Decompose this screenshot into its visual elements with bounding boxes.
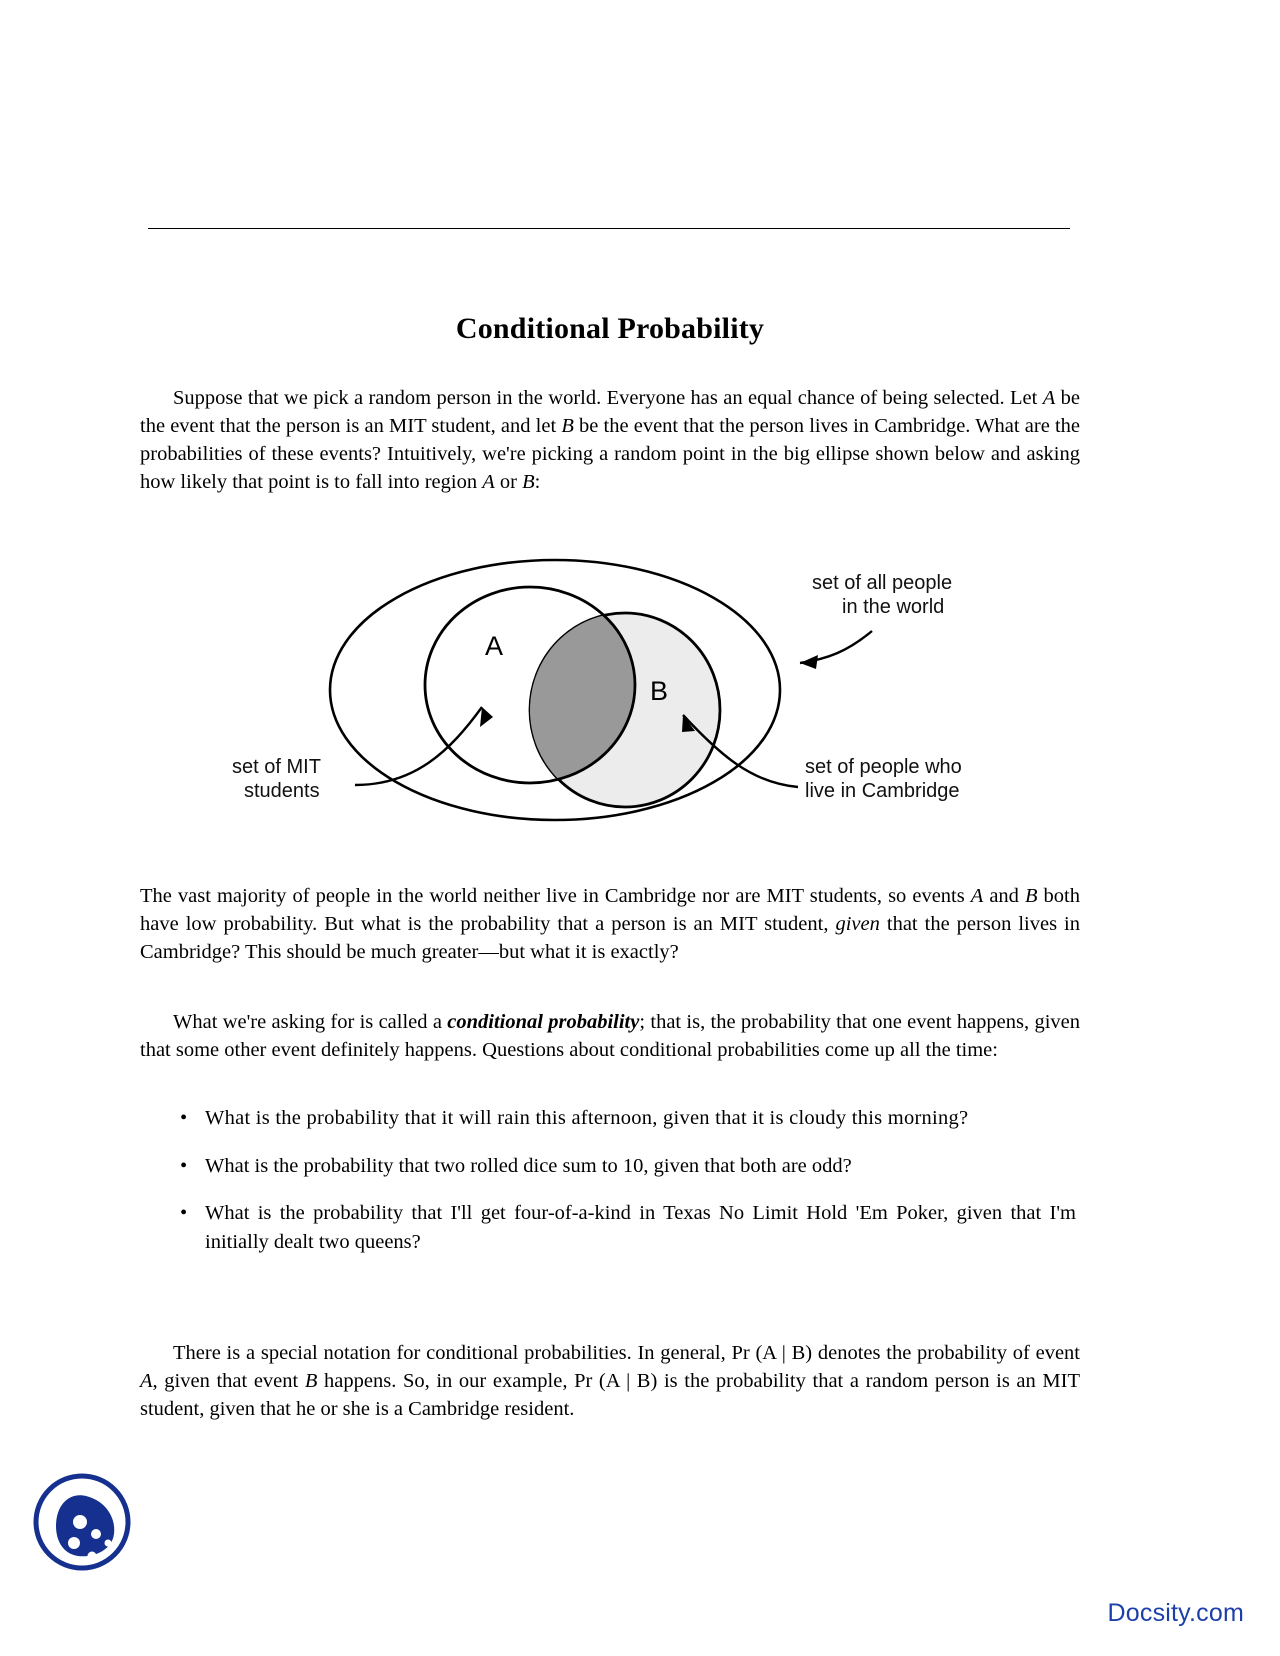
caption-all-people-line1: set of all people [812,572,953,594]
intro-var-b: B [561,414,574,437]
intro-text-5: : [534,471,541,494]
notation-formula-2: Pr (A | B) [574,1369,658,1392]
paragraph-intro [140,384,1080,497]
label-set-a: A [485,631,504,661]
vast-emphasis-given: given [835,912,880,935]
docsity-brand-label[interactable]: Docsity.com [1107,1599,1244,1627]
list-item [176,1152,1076,1181]
paragraph-notation [140,1339,1080,1424]
notation-text-2: denotes the probability of event [812,1341,1080,1364]
paragraph-vast-majority [140,882,1080,967]
vast-var-a: A [970,884,984,907]
caption-all-people-line2: in the world [842,596,945,618]
arrowhead-mit [480,707,493,727]
list-item [176,1104,1076,1133]
bullet-marker-icon: • [180,1202,188,1224]
caption-mit-line1: set of MIT [232,756,321,778]
label-set-b: B [650,676,669,706]
intro-text-3: be the event that the person lives in Cambridge. What are the probabilities of these events? Intuitively, we're picking a random point in the big ellipse shown below and asking how likely that point is to fall into region [140,414,1080,494]
vast-text-1: The vast majority of people in the world neither live in Cambridge nor are MIT students, so events [140,884,971,907]
paragraph-what-asking [140,1008,1080,1065]
bullet-marker-icon: • [180,1107,188,1129]
term-conditional-probability: conditional probability [447,1010,640,1033]
intro-text-2: be the event that the person is an MIT student, and let [140,386,1080,437]
list-item-text: What is the probability that I'll get four-of-a-kind in Texas No Limit Hold 'Em Poker, given that I'm initially dealt two queens? [205,1202,1076,1253]
header-divider [148,228,1070,229]
notation-text-1: There is a special notation for conditional probabilities. In general, [173,1341,732,1364]
intro-var-a2: A [482,471,495,494]
intro-var-b2: B [522,471,535,494]
venn-diagram [200,535,1090,835]
vast-text-3: both have low probability. But what is the probability that a person is an MIT student, [140,884,1081,935]
notation-formula-1: Pr (A | B) [731,1341,813,1364]
caption-cambridge-line1: set of people who [805,756,962,778]
examples-list [176,1104,1076,1256]
vast-text-2: and [983,884,1025,907]
notation-text-4: happens. So, in our example, [317,1369,575,1392]
vast-var-b: B [1024,884,1038,907]
leader-line-mit [355,707,482,785]
caption-mit-line2: students [244,780,320,802]
what-text-1: What we're asking for is called a [173,1010,448,1033]
list-item-text: What is the probability that it will rain this afternoon, given that it is cloudy this morning? [205,1107,969,1129]
intro-var-a: A [1042,386,1056,409]
vast-text-4: that the person lives in Cambridge? This should be much greater—but what it is exactly? [140,912,1080,964]
notation-var-a: A [140,1369,153,1392]
docsity-logo-icon[interactable] [30,1470,134,1574]
bullet-marker-icon: • [180,1154,188,1177]
what-text-2: ; that is, the probability that one event happens, given that some other event definitely happens. Questions about conditional probabilities come up all the time: [140,1010,1080,1061]
notation-text-3: , given that event [152,1369,305,1392]
list-item-text: What is the probability that two rolled dice sum to 10, given that both are odd? [205,1154,852,1177]
notation-text-5: is the probability that a random person is an MIT student, given that he or she is a Cambridge resident. [140,1369,1080,1421]
intro-text-4: or [494,471,523,494]
intro-text-1: Suppose that we pick a random person in the world. Everyone has an equal chance of being selected. Let [173,386,1043,409]
list-item [176,1199,1076,1256]
page-title: Conditional Probability [455,312,765,346]
caption-cambridge-line2: live in Cambridge [805,780,960,802]
notation-var-b: B [304,1369,318,1392]
arrowhead-all-people [800,655,818,669]
